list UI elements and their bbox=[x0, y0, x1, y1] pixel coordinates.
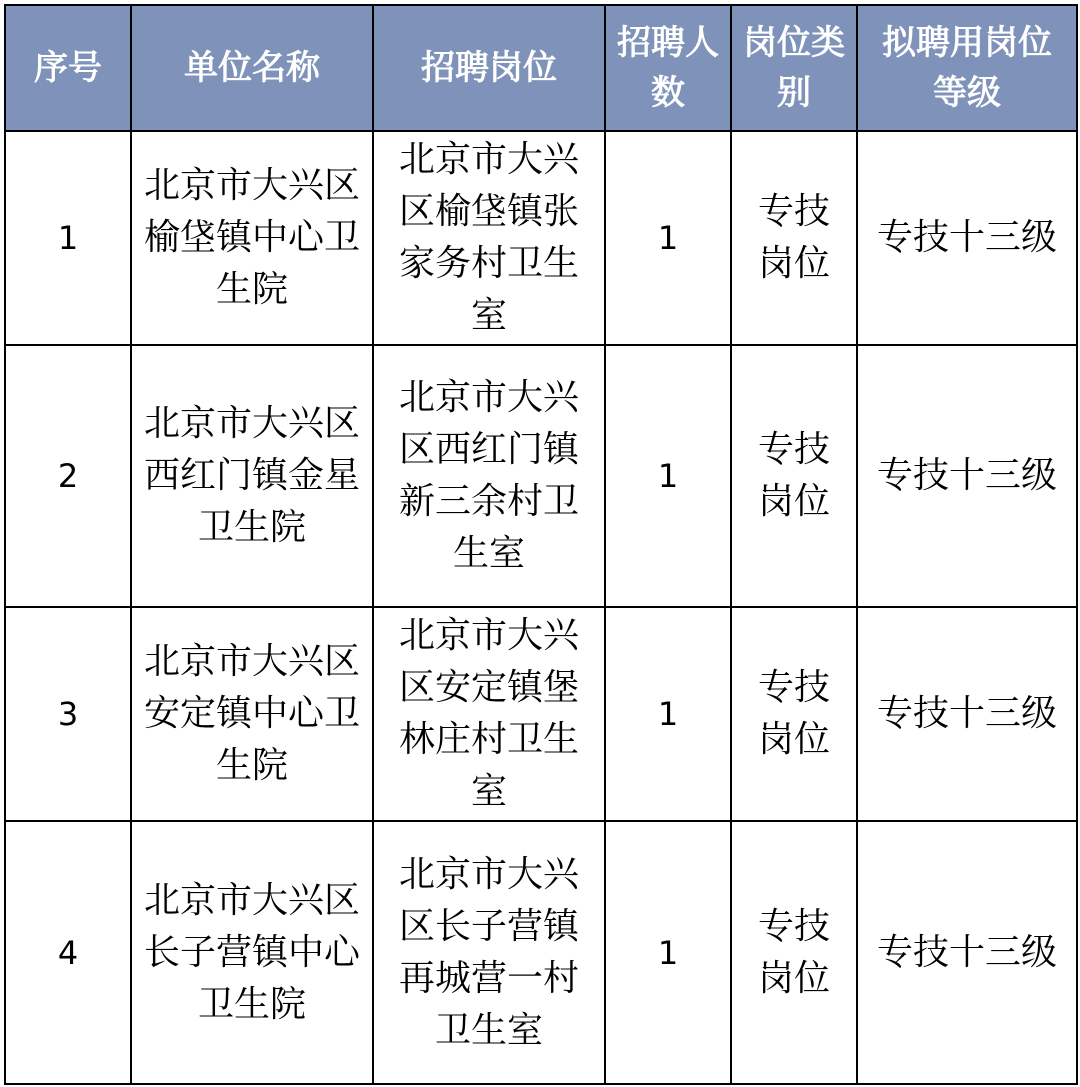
cell-count: 1 bbox=[605, 821, 731, 1084]
cell-unit-name: 北京市大兴区长子营镇中心卫生院 bbox=[131, 821, 373, 1084]
cell-position: 北京市大兴区安定镇堡林庄村卫生室 bbox=[373, 607, 605, 821]
table-row bbox=[5, 821, 1077, 1084]
cell-index: 2 bbox=[5, 345, 131, 607]
cell-count: 1 bbox=[605, 607, 731, 821]
cell-index: 1 bbox=[5, 131, 131, 345]
cell-position: 北京市大兴区长子营镇再城营一村卫生室 bbox=[373, 821, 605, 1084]
header-level: 拟聘用岗位等级 bbox=[857, 5, 1077, 131]
recruitment-table bbox=[4, 4, 1078, 1085]
cell-category: 专技岗位 bbox=[731, 607, 857, 821]
cell-level: 专技十三级 bbox=[857, 607, 1077, 821]
cell-unit-name: 北京市大兴区安定镇中心卫生院 bbox=[131, 607, 373, 821]
cell-position: 北京市大兴区榆垡镇张家务村卫生室 bbox=[373, 131, 605, 345]
cell-category: 专技岗位 bbox=[731, 131, 857, 345]
recruitment-table-container bbox=[4, 4, 1076, 1083]
cell-level: 专技十三级 bbox=[857, 345, 1077, 607]
table-header-row bbox=[5, 5, 1077, 131]
header-position: 招聘岗位 bbox=[373, 5, 605, 131]
cell-level: 专技十三级 bbox=[857, 131, 1077, 345]
cell-count: 1 bbox=[605, 131, 731, 345]
cell-count: 1 bbox=[605, 345, 731, 607]
cell-index: 4 bbox=[5, 821, 131, 1084]
table-row bbox=[5, 345, 1077, 607]
header-category: 岗位类别 bbox=[731, 5, 857, 131]
header-unit-name: 单位名称 bbox=[131, 5, 373, 131]
cell-position: 北京市大兴区西红门镇新三余村卫生室 bbox=[373, 345, 605, 607]
cell-level: 专技十三级 bbox=[857, 821, 1077, 1084]
header-index: 序号 bbox=[5, 5, 131, 131]
table-row bbox=[5, 607, 1077, 821]
header-count: 招聘人数 bbox=[605, 5, 731, 131]
cell-index: 3 bbox=[5, 607, 131, 821]
cell-category: 专技岗位 bbox=[731, 821, 857, 1084]
cell-unit-name: 北京市大兴区西红门镇金星卫生院 bbox=[131, 345, 373, 607]
cell-unit-name: 北京市大兴区榆垡镇中心卫生院 bbox=[131, 131, 373, 345]
cell-category: 专技岗位 bbox=[731, 345, 857, 607]
table-row bbox=[5, 131, 1077, 345]
